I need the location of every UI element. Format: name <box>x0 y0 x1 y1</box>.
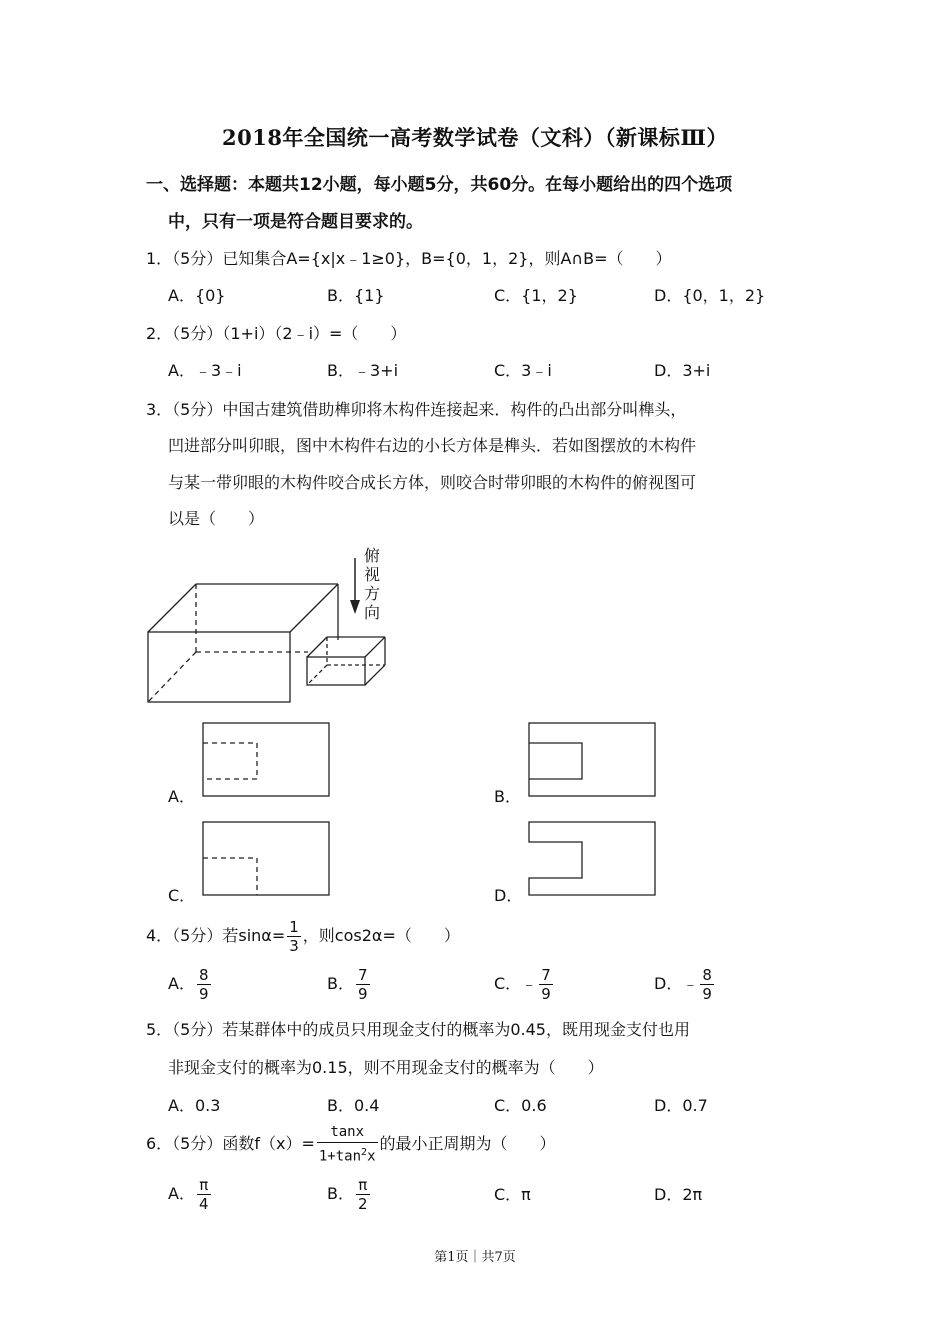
question-3-option-a: A． <box>168 787 195 806</box>
question-1-stem: 1．（5分）已知集合A={x|x﹣1≥0}，B={0，1，2}，则A∩B=（ ） <box>146 249 672 268</box>
question-1-option-d: D．{0，1，2} <box>654 286 766 305</box>
question-2-option-b: B．﹣3+i <box>327 361 399 380</box>
denominator: 2 <box>357 1195 368 1213</box>
question-3-line4: 以是（ ） <box>168 509 265 528</box>
question-1-option-c: C．{1，2} <box>494 286 578 305</box>
option-label: A． <box>168 1184 195 1203</box>
question-4-stem-post: ，则cos2α=（ ） <box>302 926 460 945</box>
fraction <box>197 966 211 1003</box>
question-6-stem <box>146 1122 556 1167</box>
fraction <box>197 1176 211 1213</box>
question-3-option-b: B． <box>494 787 521 806</box>
numerator: 1 <box>289 918 299 936</box>
view-label-char: 俯 <box>364 546 381 565</box>
fraction <box>356 966 370 1003</box>
fraction <box>287 918 301 955</box>
option-label: A． <box>168 974 195 993</box>
question-4-option-c <box>494 966 555 1003</box>
question-1-option-b: B．{1} <box>327 286 385 305</box>
denominator: 9 <box>702 985 712 1003</box>
option-label: D．﹣ <box>654 974 699 993</box>
question-3-option-c: C． <box>168 886 196 905</box>
numerator: 8 <box>198 966 209 984</box>
numerator: 7 <box>541 966 551 984</box>
view-label-char: 方 <box>364 584 381 603</box>
question-4-option-b <box>327 966 372 1003</box>
denominator: 4 <box>198 1195 209 1213</box>
page-footer: 第1页｜共7页 <box>434 1250 516 1265</box>
option-label: B． <box>327 1184 354 1203</box>
denominator <box>317 1142 378 1167</box>
question-6-option-a <box>168 1176 213 1213</box>
question-2-stem: 2．（5分）（1+i）（2﹣i）=（ ） <box>146 324 407 343</box>
question-5-line1: 5．（5分）若某群体中的成员只用现金支付的概率为0.45，既用现金支付也用 <box>146 1020 690 1039</box>
question-5-option-a: A．0.3 <box>168 1096 221 1115</box>
section-header-line2: 中，只有一项是符合题目要求的。 <box>168 212 423 232</box>
question-4-stem-pre: 4．（5分）若sinα= <box>146 926 286 945</box>
denominator-base: 1+tan <box>318 1148 362 1165</box>
question-2-option-a: A．﹣3﹣i <box>168 361 242 380</box>
question-6-stem-pre: 6．（5分）函数f（x）= <box>146 1133 315 1153</box>
question-6-option-d: D．2π <box>654 1185 703 1204</box>
numerator: π <box>199 1176 209 1194</box>
question-2-option-d: D．3+i <box>654 361 711 380</box>
question-4-stem <box>146 916 460 956</box>
question-3-line1: 3．（5分）中国古建筑借助榫卯将木构件连接起来．构件的凸出部分叫榫头， <box>146 400 687 419</box>
view-label-char: 向 <box>364 603 381 622</box>
question-5-line2: 非现金支付的概率为0.15，则不用现金支付的概率为（ ） <box>168 1058 604 1077</box>
denominator: 9 <box>541 985 551 1003</box>
question-5-option-d: D．0.7 <box>654 1096 708 1115</box>
view-label-char: 视 <box>364 565 381 584</box>
numerator: 8 <box>702 966 712 984</box>
denominator: 9 <box>198 985 209 1003</box>
denominator-var: x <box>367 1148 376 1165</box>
question-6-stem-post: 的最小正周期为（ ） <box>379 1133 556 1153</box>
question-3-line3: 与某一带卯眼的木构件咬合成长方体，则咬合时带卯眼的木构件的俯视图可 <box>168 473 697 492</box>
section-header-line1: 一、选择题：本题共12小题，每小题5分，共60分。在每小题给出的四个选项 <box>146 175 733 195</box>
question-4-option-d <box>654 966 716 1003</box>
page-title: 2018年全国统一高考数学试卷（文科）（新课标Ⅲ） <box>221 125 729 150</box>
numerator: π <box>358 1176 368 1194</box>
question-5-option-c: C．0.6 <box>494 1096 547 1115</box>
fraction <box>356 1176 370 1213</box>
question-4-option-a <box>168 966 213 1003</box>
question-3-option-d: D． <box>494 886 523 905</box>
denominator: 3 <box>289 937 299 955</box>
question-6-option-c: C．π <box>494 1185 531 1204</box>
question-5-option-b: B．0.4 <box>327 1096 380 1115</box>
option-label: B． <box>327 974 354 993</box>
exponent: 2 <box>361 1147 368 1158</box>
fraction <box>700 966 714 1003</box>
fraction <box>539 966 553 1003</box>
question-2-option-c: C．3﹣i <box>494 361 552 380</box>
numerator: 7 <box>357 966 368 984</box>
question-1-option-a: A．{0} <box>168 286 226 305</box>
question-3-line2: 凹进部分叫卯眼，图中木构件右边的小长方体是榫头．若如图摆放的木构件 <box>168 436 697 455</box>
denominator: 9 <box>357 985 368 1003</box>
option-label: C．﹣ <box>494 974 538 993</box>
numerator: tanx <box>330 1124 365 1140</box>
question-6-option-b <box>327 1176 372 1213</box>
fraction <box>317 1122 378 1167</box>
